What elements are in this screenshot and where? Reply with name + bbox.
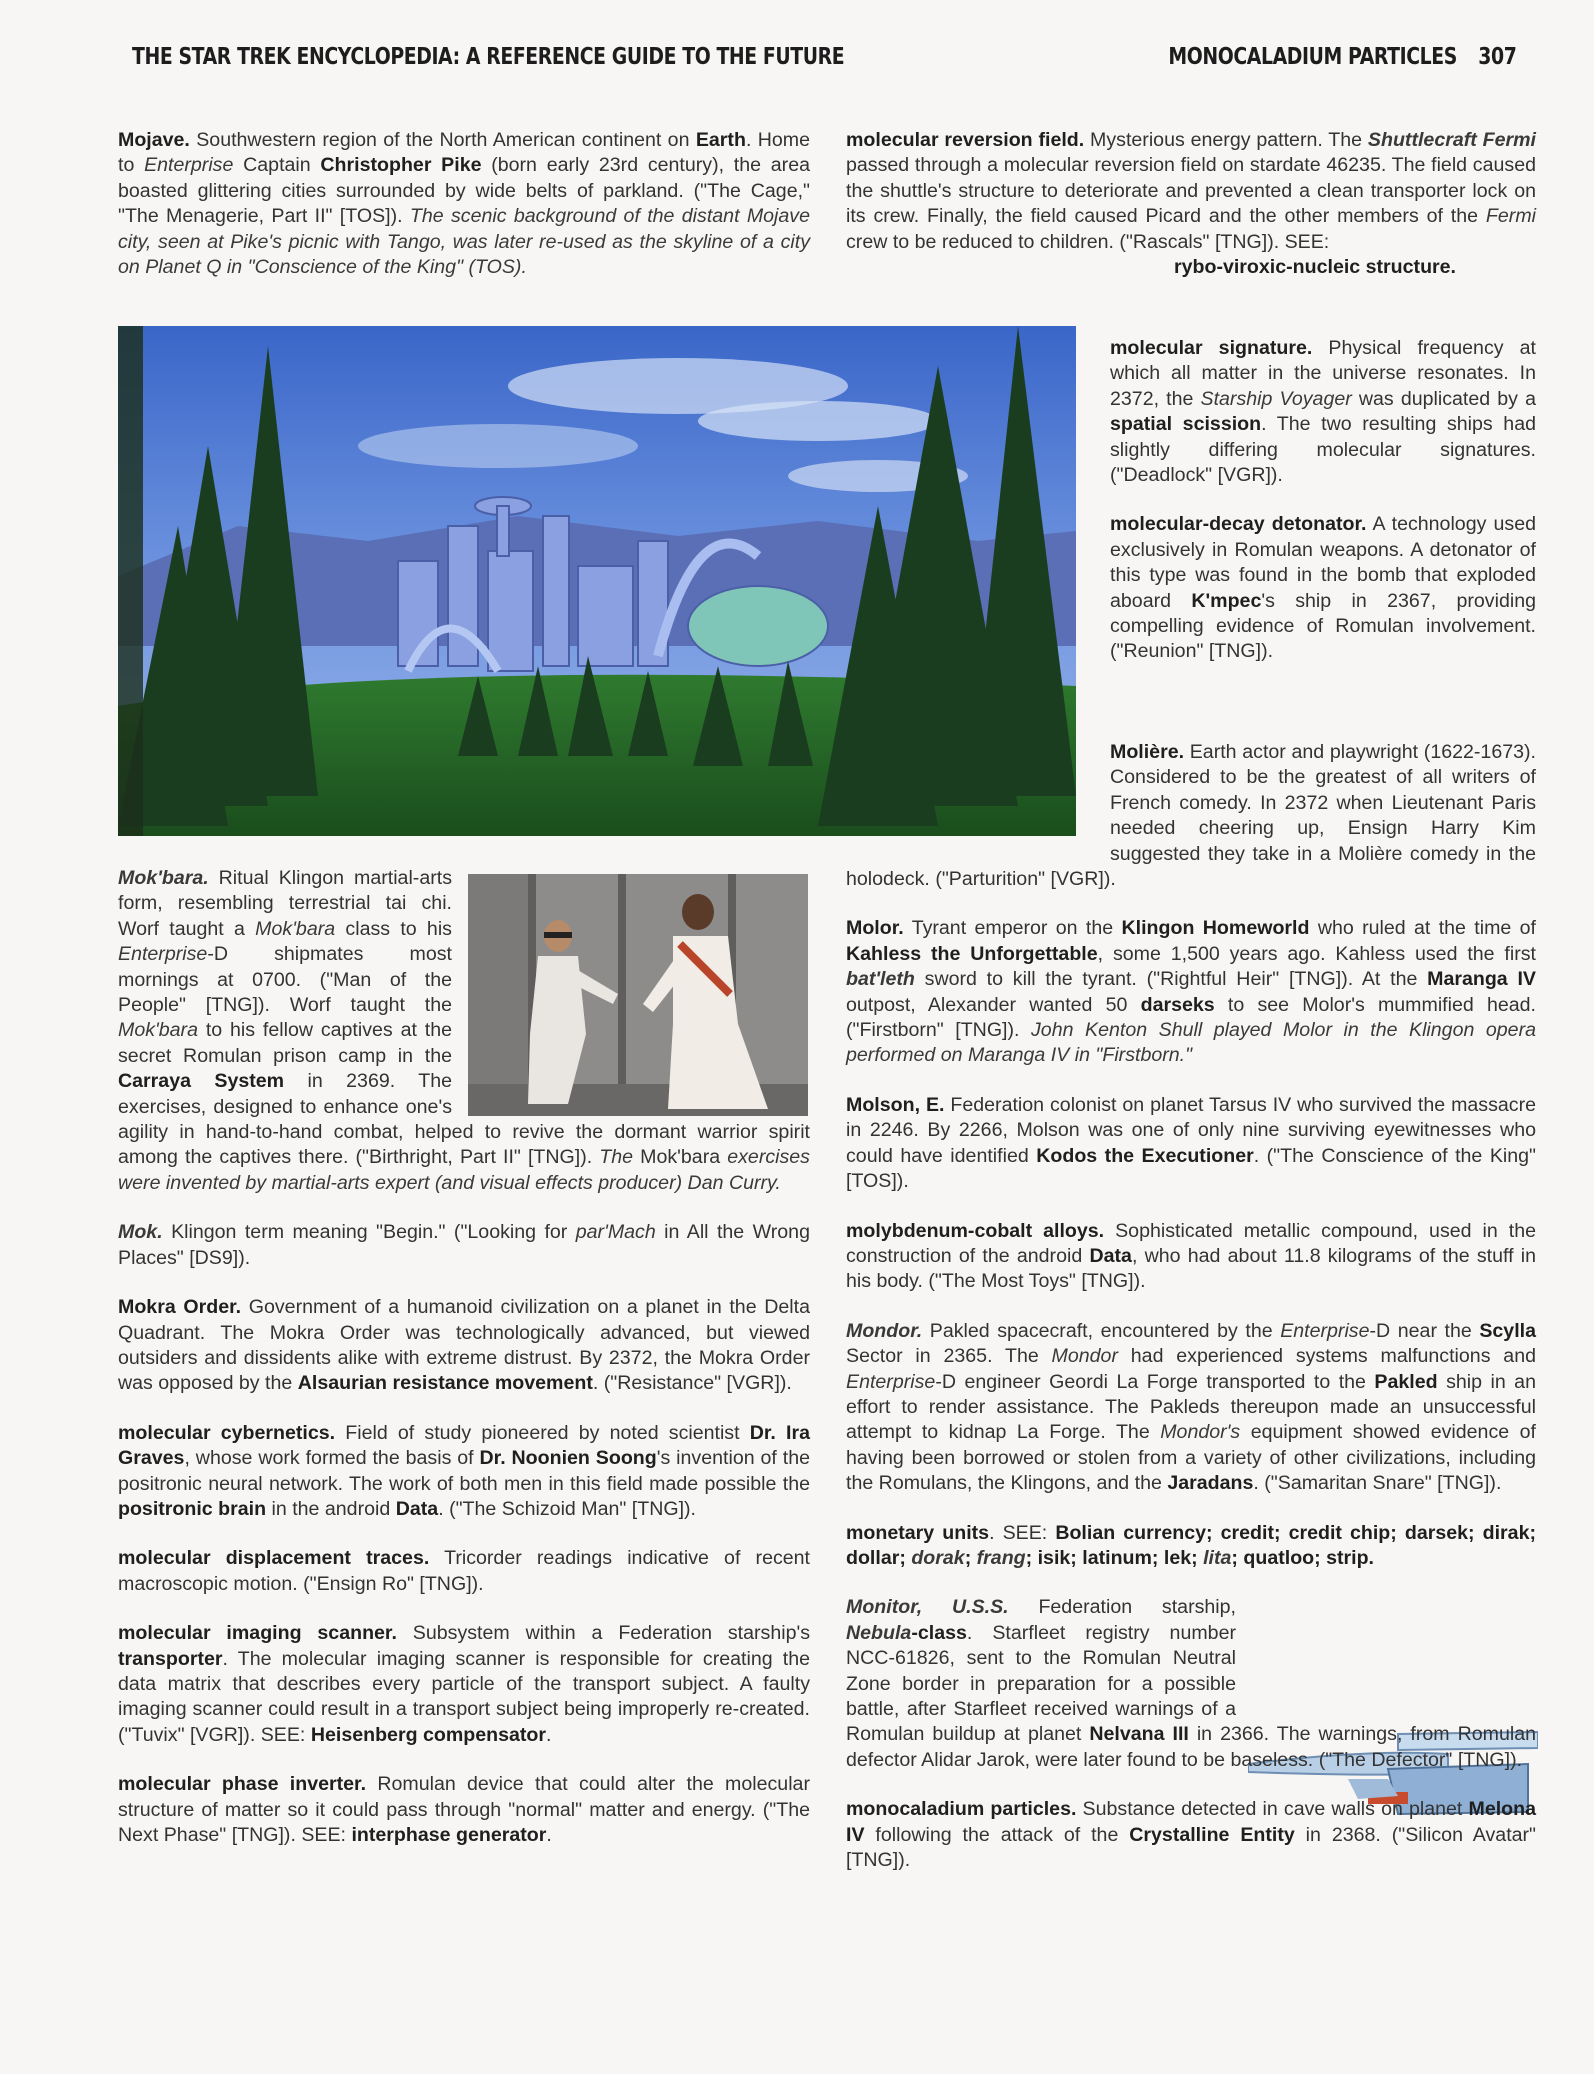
entry-molecular-cybernetics: molecular cybernetics. Field of study pioneered by noted scientist Dr. Ira Graves, whose work formed the basis of Dr. Noonien Soong's invention of the positronic neural network. The work of both men in this field made possible the positronic brain in the android Data. ("The Schizoid Man" [TNG]).	[118, 1421, 810, 1520]
entry-term: molecular cybernetics.	[118, 1421, 336, 1444]
right-column-narrow	[1110, 336, 1536, 689]
entry-monocaladium-particles: monocaladium particles. Substance detected in cave walls on planet Melona IV following the attack of the Crystalline Entity in 2368. ("Silicon Avatar" [TNG]).	[846, 1798, 1537, 1872]
entry-term: Molor.	[846, 917, 904, 940]
entry-molecular-imaging-scanner: molecular imaging scanner. Subsystem within a Federation starship's transporter. The molecular imaging scanner is responsible for creating the data matrix that describes every particle of the transport subject. A faulty imaging scanner could result in a transport subject being improperly re-created. ("Tuvix" [VGR]). SEE: Heisenberg compensator.	[118, 1622, 811, 1746]
entry-term: monetary units	[846, 1521, 990, 1544]
entry-term: molecular phase inverter.	[118, 1773, 367, 1796]
entry-term: Mondor.	[846, 1319, 923, 1342]
entry-term: molecular-decay detonator.	[1110, 513, 1367, 536]
page-number: 307	[1477, 44, 1516, 70]
entry-term: Mojave.	[118, 129, 190, 151]
right-column-main	[846, 740, 1536, 1897]
entry-molecular-phase-inverter: molecular phase inverter. Romulan device that could alter the molecular structure of matter so it could pass through "normal" matter and energy. ("The Next Phase" [TNG]). SEE: interphase generator.	[118, 1773, 810, 1846]
entry-term: molybdenum-cobalt alloys.	[846, 1219, 1105, 1242]
entry-term: Mok.	[118, 1221, 163, 1244]
entry-molecular-displacement-traces: molecular displacement traces. Tricorder readings indicative of recent macroscopic motion. ("Ensign Ro" [TNG]).	[118, 1547, 810, 1595]
entry-term: Molière.	[1110, 741, 1185, 763]
running-head: THE STAR TREK ENCYCLOPEDIA: A REFERENCE GUIDE TO THE FUTURE	[132, 44, 845, 70]
entry-mojave: Mojave. Southwestern region of the North American continent on Earth. Home to Enterprise Captain Christopher Pike (born early 23rd century), the area boasted glittering cities surrounded by wide belts of parkland. ("The Cage," "The Menagerie, Part II" [TOS]). The scenic background of the distant Mojave city, seen at Pike's picnic with Tango, was later re-used as the skyline of a city on Planet Q in "Conscience of the King" (TOS).	[118, 129, 811, 279]
running-head-right	[1168, 44, 1516, 70]
section-title: MONOCALADIUM PARTICLES	[1167, 44, 1457, 70]
entry-term: molecular imaging scanner.	[118, 1622, 397, 1645]
entry-term: molecular displacement traces.	[118, 1547, 430, 1570]
entry-mondor: Mondor. Pakled spacecraft, encountered by the Enterprise-D near the Scylla Sector in 2365. The Mondor had experienced systems malfunctions and Enterprise-D engineer Geordi La Forge transported to the Pakled ship in an effort to render assistance. The Pakleds thereupon made an unsuccessful attempt to kidnap La Forge. The Mondor's equipment showed evidence of having been borrowed or stolen from a variety of other civilizations, including the Romulans, the Klingons, and the Jaradans. ("Samaritan Snare" [TNG]).	[846, 1319, 1536, 1495]
entry-term: Molson, E.	[846, 1093, 945, 1116]
entry-term: monocaladium particles.	[846, 1798, 1077, 1821]
entry-molson: Molson, E. Federation colonist on planet Tarsus IV who survived the massacre in 2246. By 2266, Molson was one of only nine surviving eyewitnesses who could have identified Kodos the Executioner. ("The Conscience of the King" [TOS]).	[846, 1093, 1537, 1193]
entry-mok: Mok. Klingon term meaning "Begin." ("Looking for par'Mach in All the Wrong Places" [DS9]).	[118, 1221, 810, 1269]
entry-mokbara: Mok'bara. Ritual Klingon martial-arts form, resembling terrestrial tai chi. Worf taught a Mok'bara class to his Enterprise-D shipmates most mornings at 0700. ("Man of the People" [TNG]). Worf taught the Mok'bara to his fellow captives at the secret Romulan prison camp in the Carraya System in 2369. The exercises, designed to enhance one's agility in hand-to-hand combat, helped to revive the dormant warrior spirit among the captives there. ("Birthright, Part II" [TNG]). The Mok'bara exercises were invented by martial-arts expert (and visual effects producer) Dan Curry.	[118, 867, 810, 1194]
entry-term: Mokra Order.	[118, 1296, 242, 1319]
entry-molor: Molor. Tyrant emperor on the Klingon Homeworld who ruled at the time of Kahless the Unforgettable, some 1,500 years ago. Kahless used the first bat'leth sword to kill the tyrant. ("Rightful Heir" [TNG]). At the Maranga IV outpost, Alexander wanted 50 darseks to see Molor's mummified head. ("Firstborn" [TNG]). John Kenton Shull played Molor in the Klingon opera performed on Maranga IV in "Firstborn."	[846, 917, 1537, 1067]
entry-term: Monitor, U.S.S.	[846, 1596, 1009, 1619]
entry-molecular-signature: molecular signature. Physical frequency at which all matter in the universe resonates. In 2372, the Starship Voyager was duplicated by a spatial scission. The two resulting ships had slightly differing molecular signatures. ("Deadlock" [VGR]).	[1110, 337, 1536, 487]
entry-monetary-units: monetary units. SEE: Bolian currency; credit; credit chip; darsek; dirak; dollar; dorak; frang; isik; latinum; lek; lita; quatloo; strip.	[846, 1521, 1536, 1569]
left-column-main	[118, 866, 810, 1872]
see-also-link: rybo-viroxic-nucleic structure.	[1173, 256, 1456, 279]
entry-term: molecular signature.	[1110, 337, 1313, 359]
right-column-top	[846, 128, 1536, 280]
entry-molybdenum-cobalt-alloys: molybdenum-cobalt alloys. Sophisticated metallic compound, used in the construction of the android Data, who had about 11.8 kilograms of the stuff in his body. ("The Most Toys" [TNG]).	[846, 1219, 1537, 1293]
entry-mokra-order: Mokra Order. Government of a humanoid civilization on a planet in the Delta Quadrant. The Mokra Order was technologically advanced, but viewed outsiders and dissidents alike with extreme distrust. By 2372, the Mokra Order was opposed by the Alsaurian resistance movement. ("Resistance" [VGR]).	[118, 1296, 811, 1395]
entry-molecular-reversion-field: molecular reversion field. Mysterious energy pattern. The Shuttlecraft Fermi passed through a molecular reversion field on stardate 46235. The field caused the shuttle's structure to deteriorate and prevented a clean transporter lock on its crew. Finally, the field caused Picard and the other members of the Fermi crew to be reduced to children. ("Rascals" [TNG]). SEE:	[846, 129, 1536, 253]
entry-molecular-decay-detonator: molecular-decay detonator. A technology used exclusively in Romulan weapons. A detonator of this type was found in the bomb that exploded aboard K'mpec's ship in 2367, providing compelling evidence of Romulan involvement. ("Reunion" [TNG]).	[1110, 513, 1537, 663]
entry-term: molecular reversion field.	[846, 129, 1085, 151]
entry-term: Mok'bara.	[118, 867, 209, 889]
left-column-top	[118, 128, 810, 304]
entry-monitor-uss: Monitor, U.S.S. Federation starship, Nebula-class. Starfleet registry number NCC-61826, sent to the Romulan Neutral Zone border in preparation for a possible battle, after Starfleet received warnings of a Romulan buildup at planet Nelvana III in 2366. The warnings, from Romulan defector Alidar Jarok, were later found to be baseless. ("The Defector" [TNG]).	[846, 1596, 1536, 1771]
entry-moliere: Molière. Earth actor and playwright (1622-1673). Considered to be the greatest of all writers of French comedy. In 2372 when Lieutenant Paris needed cheering up, Ensign Harry Kim suggested they take in a Molière comedy in the holodeck. ("Parturition" [VGR]).	[846, 741, 1536, 891]
